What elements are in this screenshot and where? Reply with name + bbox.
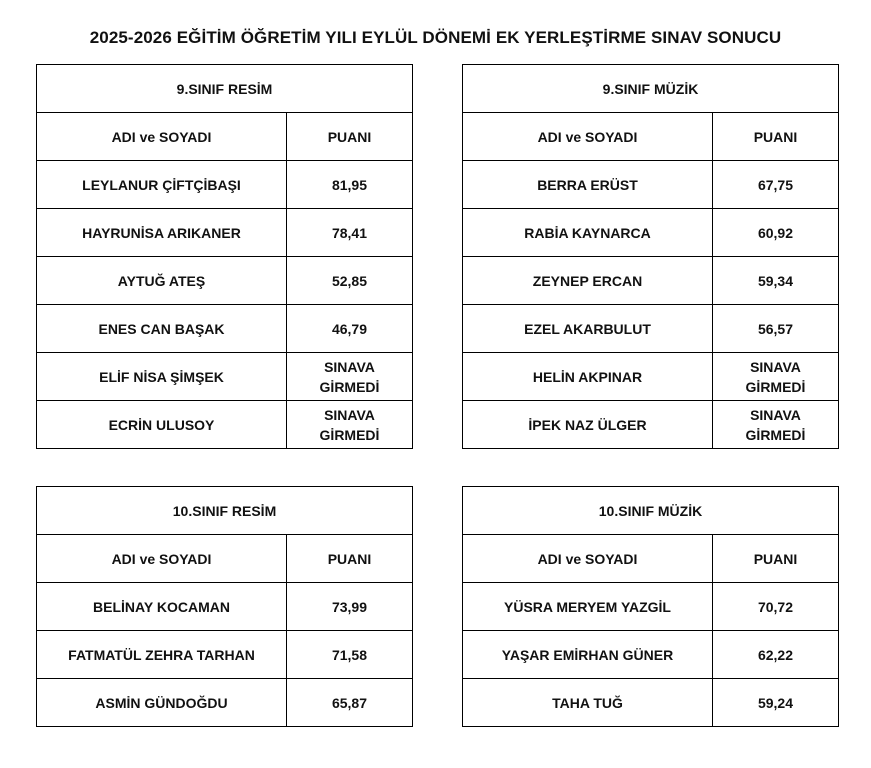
student-name: ELİF NİSA ŞİMŞEK [37, 353, 287, 401]
column-header-score: PUANI [287, 535, 413, 583]
student-score: 70,72 [713, 583, 839, 631]
table-row [463, 305, 839, 353]
student-name: LEYLANUR ÇİFTÇİBAŞI [37, 161, 287, 209]
student-name: HELİN AKPINAR [463, 353, 713, 401]
student-score: 78,41 [287, 209, 413, 257]
score-line-1: SINAVA [324, 358, 375, 375]
table-row [37, 257, 413, 305]
student-name: ASMİN GÜNDOĞDU [37, 679, 287, 727]
student-score: 73,99 [287, 583, 413, 631]
table-row [37, 583, 413, 631]
table-row [463, 583, 839, 631]
table-row [463, 257, 839, 305]
table-row [37, 631, 413, 679]
column-header-score: PUANI [713, 535, 839, 583]
column-header-name: ADI ve SOYADI [463, 113, 713, 161]
student-name: YÜSRA MERYEM YAZGİL [463, 583, 713, 631]
table-row [37, 401, 413, 449]
table-row [463, 679, 839, 727]
table-title: 10.SINIF MÜZİK [463, 487, 839, 535]
score-line-1: SINAVA [750, 358, 801, 375]
results-table-9-resim [36, 64, 413, 449]
student-score [713, 401, 839, 449]
student-name: BERRA ERÜST [463, 161, 713, 209]
table-row [463, 161, 839, 209]
student-score: 81,95 [287, 161, 413, 209]
column-header-score: PUANI [287, 113, 413, 161]
student-score: 60,92 [713, 209, 839, 257]
table-row [463, 401, 839, 449]
table-row [37, 209, 413, 257]
table-row [37, 679, 413, 727]
table-row [37, 161, 413, 209]
student-score [287, 353, 413, 401]
student-name: ENES CAN BAŞAK [37, 305, 287, 353]
student-score [287, 401, 413, 449]
student-score [713, 353, 839, 401]
table-row [37, 305, 413, 353]
student-name: BELİNAY KOCAMAN [37, 583, 287, 631]
student-name: HAYRUNİSA ARIKANER [37, 209, 287, 257]
student-name: RABİA KAYNARCA [463, 209, 713, 257]
column-header-name: ADI ve SOYADI [37, 113, 287, 161]
student-name: ECRİN ULUSOY [37, 401, 287, 449]
student-score: 52,85 [287, 257, 413, 305]
student-score: 65,87 [287, 679, 413, 727]
score-line-2: GİRMEDİ [319, 426, 380, 443]
table-row [463, 209, 839, 257]
column-header-name: ADI ve SOYADI [37, 535, 287, 583]
score-line-1: SINAVA [750, 406, 801, 423]
score-line-2: GİRMEDİ [745, 426, 806, 443]
table-title: 10.SINIF RESİM [37, 487, 413, 535]
student-score: 71,58 [287, 631, 413, 679]
table-title: 9.SINIF MÜZİK [463, 65, 839, 113]
student-name: FATMATÜL ZEHRA TARHAN [37, 631, 287, 679]
table-title: 9.SINIF RESİM [37, 65, 413, 113]
student-score: 59,24 [713, 679, 839, 727]
table-row [37, 353, 413, 401]
student-score: 56,57 [713, 305, 839, 353]
column-header-name: ADI ve SOYADI [463, 535, 713, 583]
table-row [463, 353, 839, 401]
page-title: 2025-2026 EĞİTİM ÖĞRETİM YILI EYLÜL DÖNEMİ EK YERLEŞTİRME SINAV SONUCU [89, 28, 782, 47]
score-line-2: GİRMEDİ [319, 378, 380, 395]
student-score: 46,79 [287, 305, 413, 353]
student-name: YAŞAR EMİRHAN GÜNER [463, 631, 713, 679]
student-name: TAHA TUĞ [463, 679, 713, 727]
student-score: 67,75 [713, 161, 839, 209]
student-name: AYTUĞ ATEŞ [37, 257, 287, 305]
results-table-10-muzik [462, 486, 839, 727]
student-name: EZEL AKARBULUT [463, 305, 713, 353]
table-row [463, 631, 839, 679]
student-score: 59,34 [713, 257, 839, 305]
score-line-1: SINAVA [324, 406, 375, 423]
score-line-2: GİRMEDİ [745, 378, 806, 395]
student-score: 62,22 [713, 631, 839, 679]
column-header-score: PUANI [713, 113, 839, 161]
student-name: İPEK NAZ ÜLGER [463, 401, 713, 449]
results-table-10-resim [36, 486, 413, 727]
student-name: ZEYNEP ERCAN [463, 257, 713, 305]
results-table-9-muzik [462, 64, 839, 449]
